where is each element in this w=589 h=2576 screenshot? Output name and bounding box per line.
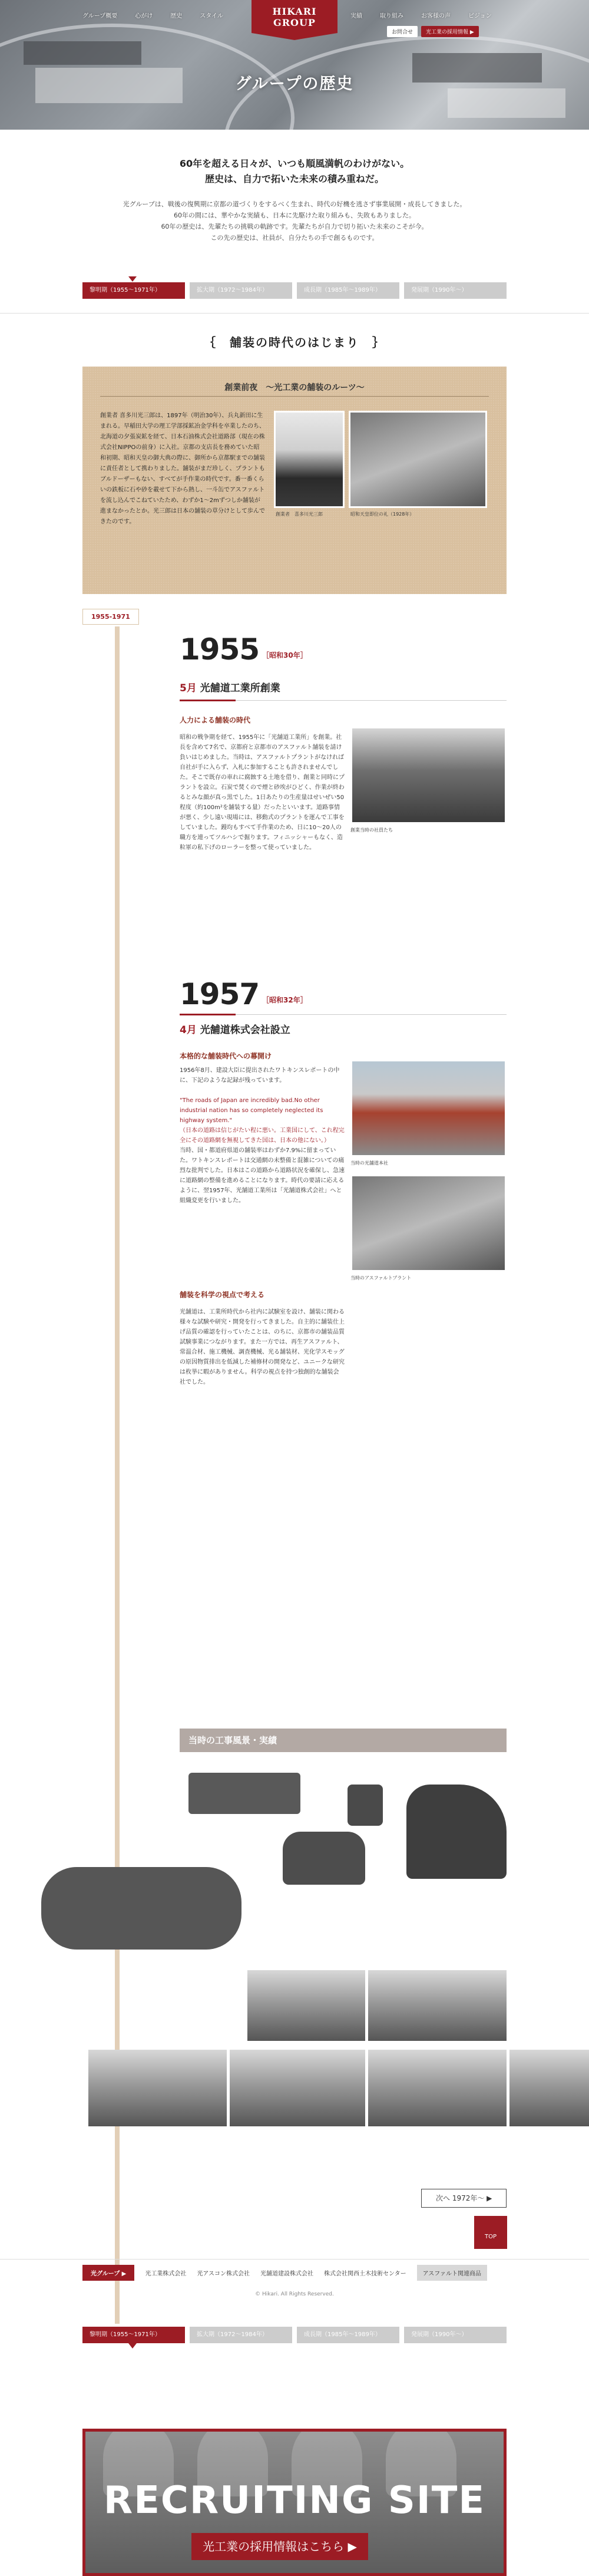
footer-link-ascon[interactable]: 光アスコン株式会社 (197, 2270, 250, 2277)
work-photo (368, 1970, 507, 2041)
intro-text-line3: 60年の歴史は、先輩たちの挑戦の軌跡です。先輩たちが自力で切り拓いた未来のこそが今。 (161, 223, 428, 230)
era-tabs-bottom (82, 2327, 507, 2343)
work-photo (509, 2050, 589, 2126)
logo-line1: HIKARI (272, 6, 317, 17)
tab-growth-bottom[interactable]: 成長期（1985年〜1989年） (297, 2327, 399, 2343)
work-photo (230, 2050, 365, 2126)
divider (0, 313, 589, 314)
back-to-top-button[interactable]: TOP (474, 2216, 507, 2249)
event-month: 4月 (180, 1024, 197, 1036)
era-1955: ［昭和30年］ (262, 651, 307, 659)
nav-item-voices[interactable]: お客様の声 (421, 13, 451, 19)
intro-text-line4: この先の歴史は、社員が、自分たちの手で創るものです。 (210, 234, 379, 242)
hq-caption: 当時の光舗道本社 (350, 1160, 388, 1166)
subhead-1955: 人力による舗装の時代 (180, 716, 251, 724)
intro-text-line1: 光グループは、戦後の復興期に京都の道づくりをするべく生まれ、時代の好機を逃さず事業展開・成長してきました。 (123, 200, 466, 208)
hero-building (24, 41, 141, 65)
nav-item-mindset[interactable]: 心がけ (135, 13, 153, 19)
tab-dawn-bottom[interactable]: 黎明期（1955〜1971年） (82, 2327, 185, 2343)
hero (0, 0, 589, 130)
ceremony-caption: 昭和天皇即位の礼（1928年） (350, 512, 415, 517)
footer-divider (0, 2259, 589, 2260)
tab-development[interactable]: 発展期（1990年〜） (404, 282, 507, 299)
intro-lead-line2: 歴史は、自力で拓いた未来の積み重ねだ。 (204, 173, 384, 184)
section-title: ｛ 舗装の時代のはじまり ｝ (204, 335, 385, 349)
machine-paver (188, 1773, 300, 1814)
year-rule (180, 700, 507, 701)
staff-photo (350, 727, 507, 824)
nav-item-achievements[interactable]: 実績 (350, 13, 362, 19)
nav-item-history[interactable]: 歴史 (170, 13, 183, 19)
intro-lead-line1: 60年を超える日々が、いつも順風満帆のわけがない。 (179, 158, 410, 169)
footer-link-asphalt[interactable]: アスファルト関連商品 (417, 2265, 487, 2281)
year-1957: 1957 (180, 977, 260, 1011)
plant-photo (350, 1175, 507, 1272)
footer-group-label: 光グループ ▶ (82, 2265, 134, 2281)
era-tabs-top (82, 282, 507, 299)
intro-text-line2: 60年の間には、華やかな実績も、日本に先駆けた取り組みも、失敗もありました。 (174, 212, 415, 219)
event-title: 光舗道工業所創業 (200, 682, 280, 694)
nav-item-vision[interactable]: ビジョン (468, 13, 492, 19)
site-logo[interactable] (252, 0, 337, 33)
event-title: 光舗道株式会社設立 (200, 1024, 290, 1036)
founder-caption: 創業者 喜多川光三郎 (276, 512, 323, 517)
year-rule (180, 1014, 507, 1015)
machine-excavator (406, 1785, 507, 1879)
year-1955: 1955 (180, 632, 260, 667)
contact-button[interactable]: お問合せ (387, 26, 418, 37)
timeline (0, 594, 589, 2327)
footer-links (82, 2265, 507, 2280)
ceremony-photo (349, 411, 487, 508)
founding-eve-title: 創業前夜 〜光工業の舗装のルーツ〜 (224, 383, 365, 392)
page-title: グループの歴史 (235, 75, 354, 93)
footer-link-kansai[interactable]: 株式会社関西土木技術センター (323, 2270, 406, 2277)
subhead-1957-science: 舗装を科学の視点で考える (180, 1291, 265, 1299)
watkins-quote-en: "The roads of Japan are incredibly bad.No other industrial nation has so completely neglected its highway system." (180, 1097, 323, 1124)
machine-roller (283, 1832, 365, 1885)
staff-caption: 創業当時の社員たち (350, 827, 393, 833)
nav-item-overview[interactable]: グループ概要 (82, 13, 118, 19)
copyright: © Hikari. All Rights Reserved. (255, 2291, 334, 2297)
body-1955: 昭和の戦争期を経て、1955年に「光舗道工業所」を創業。社長を含めて7名で、京都府と京都市のアスファルト舗装を請け負いはじめました。当時は、アスファルトプラントがなければ自社が手に入らず、入札に参加することも許されませんでした。そこで既存の車れに腐蝕する土地を借り、創業と同時にプラントを設立。石炭で焚くので煙と砂埃がひどく、作業が終わるとみな顔が真っ黒でした。1日あたりの生産量はせいぜい50程度（約100m²を舗装する量）だったといいます。道路事情が悪く、少し遠い現場には、移動式のプラントを運んで工事をしていました。鏝均もすべて手作業のため、日に10〜20人の職方を連ってツルハシで掘ります。フィニッシャーもなく、造粒軍の私下げのローラーを整って使っていました。 (180, 734, 345, 851)
tab-expansion-bottom[interactable]: 拡大期（1972〜1984年） (190, 2327, 292, 2343)
body-1957-main: 当時、国・都道府県道の舗装率はわずか7.9%に留まっていた。ワトキンスレポートは交通網の未整備と混雑についての痛烈な批判でした。日本はこの道路から道路状況を確保し、急速に道路網の整備を進めることになります。時代の要請に応えるように、翌1957年、光舗道工業所は「光舗道株式会社」へと組織変更を行いました。 (180, 1147, 345, 1204)
watkins-quote-ja: （日本の道路は信じがたい程に悪い。工業国にして、これ程完全にその道路網を無視してきた国は、日本の他にない。） (180, 1127, 345, 1144)
intro-text (0, 199, 589, 243)
recruit-header-button[interactable]: 光工業の採用情報 ▶ (421, 26, 479, 37)
intro-lead (0, 156, 589, 187)
work-photo (368, 2050, 507, 2126)
nav-item-initiatives[interactable]: 取り組み (380, 13, 403, 19)
divider (100, 396, 489, 397)
event-1955 (180, 680, 280, 694)
footer-link-hikari[interactable]: 光工業株式会社 (145, 2270, 187, 2277)
hq-photo (350, 1060, 507, 1157)
body-1957 (180, 1066, 345, 1206)
founding-eve-text: 創業者 喜多川光三郎は、1897年（明治30年）、兵丸新田に生まれる。早稲田大学の理工学部採鉱冶金学科を卒業したのち、北海道の夕張炭鉱を経て、日本石油株式会社道路部（現在の株式会社NIPPOの前身）に入社。京都の支店長を務めていた昭和初期、昭和天皇の御大典の際に、御所から京都駅までの舗装に責任者として携わりました。舗装がまだ珍しく、プラントもブルドーザーもない、すべてが手作業の時代です。番一番くらいの鉄板に石や砂を載せて下から熱し、一斗缶でアスファルトを流し込んでこねていたため、わずか1〜2mずつしか舗装が進まなかったとか。光三郎は日本の舗装の草分けとして歩んできたのです。 (100, 413, 265, 525)
founding-eve-box (82, 367, 507, 594)
subhead-1957: 本格的な舗装時代への幕開け (180, 1052, 272, 1060)
machine-road-roller (41, 1867, 241, 1950)
recruit-banner[interactable] (82, 2429, 507, 2576)
logo-line2: GROUP (273, 17, 316, 28)
recruit-button[interactable]: 光工業の採用情報はこちら ▶ (191, 2533, 368, 2560)
era-1957: ［昭和32年］ (262, 996, 307, 1004)
active-tab-marker (128, 2343, 137, 2349)
nav-item-style[interactable]: スタイル (200, 13, 224, 19)
tab-growth[interactable]: 成長期（1985年〜1989年） (297, 282, 399, 299)
tab-development-bottom[interactable]: 発展期（1990年〜） (404, 2327, 507, 2343)
machine-compactor (348, 1785, 383, 1826)
recruit-heading: RECRUITING SITE (103, 2479, 486, 2522)
works-heading: 当時の工事風景・実績 (180, 1729, 507, 1752)
body-1957-science: 光舗道は、工業所時代から社内に試験室を設け、舗装に関わる様々な試験や研究・開発を行ってきました。自主的に舗装仕上げ品質の確認を行っていたことは、のちに、京都市の舗装品質試験事業につながります。また一方では、再生アスファルト、常温合材、施工機械、調査機械、光る舗装材、光化学スモッグの原因物質排出を低減した補修材の開発など、ユニークな研究は枚挙に暇がありません。科学の視点を持つ独創的な舗装会社でした。 (180, 1309, 345, 1386)
work-photo (88, 2050, 227, 2126)
active-tab-marker (128, 276, 137, 282)
intro (0, 130, 589, 243)
event-1957 (180, 1021, 290, 1036)
work-photo (247, 1970, 365, 2041)
body-1957-intro: 1956年8月、建設大臣に提出されたワトキンスレポートの中に、下記のような記録が残っています。 (180, 1067, 340, 1084)
footer-link-hodo[interactable]: 光舗道建設株式会社 (260, 2270, 313, 2277)
event-month: 5月 (180, 682, 197, 694)
founder-photo (274, 411, 345, 508)
tab-expansion[interactable]: 拡大期（1972〜1984年） (190, 282, 292, 299)
tab-dawn[interactable]: 黎明期（1955〜1971年） (82, 282, 185, 299)
next-period-button[interactable]: 次へ 1972年〜 ▶ (421, 2189, 507, 2208)
plant-caption: 当時のアスファルトプラント (350, 1275, 412, 1281)
timeline-period-label: 1955-1971 (82, 609, 139, 625)
global-nav (0, 0, 589, 33)
